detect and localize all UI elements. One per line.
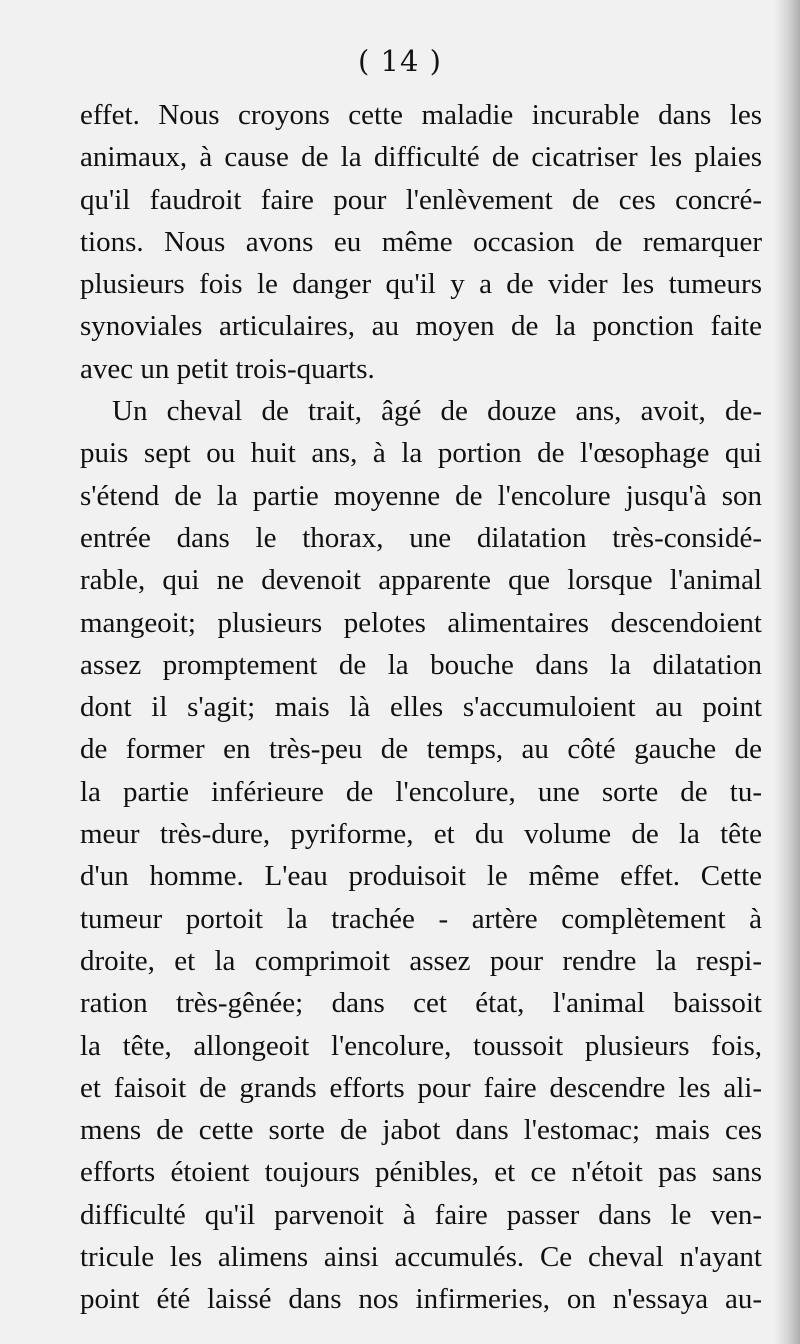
text-line: meur très-dure, pyriforme, et du volume de la tête	[80, 818, 762, 851]
text-line: mens de cette sorte de jabot dans l'estomac; mais ces	[80, 1114, 762, 1147]
text-line: ration très-gênée; dans cet état, l'animal baissoit	[80, 987, 762, 1020]
text-line: et faisoit de grands efforts pour faire descendre les ali-	[80, 1071, 762, 1104]
text-line: point été laissé dans nos infirmeries, on n'essaya au-	[80, 1283, 762, 1316]
text-line: animaux, à cause de la difficulté de cicatriser les plaies	[80, 141, 762, 174]
text-line: la partie inférieure de l'encolure, une sorte de tu-	[80, 775, 762, 808]
text-line: assez promptement de la bouche dans la dilatation	[80, 648, 762, 681]
text-line: puis sept ou huit ans, à la portion de l'œsophage qui	[80, 437, 762, 470]
text-line: droite, et la comprimoit assez pour rendre la respi-	[80, 944, 762, 977]
text-line: de former en très-peu de temps, au côté gauche de	[80, 733, 762, 766]
text-line: dont il s'agit; mais là elles s'accumuloient au point	[80, 691, 762, 724]
page-number: ( 14 )	[358, 44, 442, 78]
text-line: mangeoit; plusieurs pelotes alimentaires descendoient	[80, 606, 762, 639]
text-line: synoviales articulaires, au moyen de la ponction faite	[80, 310, 762, 343]
text-line: rable, qui ne devenoit apparente que lorsque l'animal	[80, 564, 762, 597]
text-line: s'étend de la partie moyenne de l'encolure jusqu'à son	[80, 479, 762, 512]
text-line: efforts étoient toujours pénibles, et ce n'étoit pas sans	[80, 1156, 762, 1189]
text-line: qu'il faudroit faire pour l'enlèvement de ces concré-	[80, 183, 762, 216]
text-line: tumeur portoit la trachée - artère complètement à	[80, 902, 762, 935]
text-line: effet. Nous croyons cette maladie incurable dans les	[80, 99, 762, 131]
text-line: plusieurs fois le danger qu'il y a de vider les tumeurs	[80, 268, 762, 301]
body-text	[80, 94, 762, 1321]
binding-shadow	[774, 0, 800, 1344]
text-line: d'un homme. L'eau produisoit le même effet. Cette	[80, 860, 762, 893]
text-line: tricule les alimens ainsi accumulés. Ce cheval n'ayant	[80, 1241, 762, 1274]
text-line: Un cheval de trait, âgé de douze ans, avoit, de-	[112, 395, 762, 428]
text-line: difficulté qu'il parvenoit à faire passer dans le ven-	[80, 1198, 762, 1231]
text-line: la tête, allongeoit l'encolure, toussoit plusieurs fois,	[80, 1029, 762, 1062]
text-line: avec un petit trois-quarts.	[80, 352, 375, 385]
text-line: tions. Nous avons eu même occasion de remarquer	[80, 225, 762, 258]
text-line: entrée dans le thorax, une dilatation très-considé-	[80, 521, 762, 554]
